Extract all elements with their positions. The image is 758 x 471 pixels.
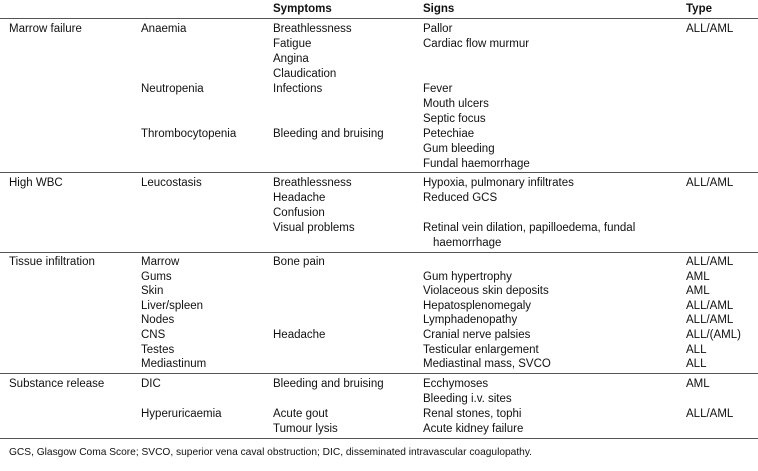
symptom: Infections [273, 83, 323, 95]
section-rule [0, 373, 758, 374]
symptom: Headache [273, 329, 326, 341]
symptom: Fatigue [273, 38, 312, 50]
symptom: Tumour lysis [273, 423, 338, 435]
type-value: ALL/AML [686, 299, 734, 312]
symptom: Headache [273, 192, 326, 204]
group-label: Marrow failure [9, 23, 82, 35]
group-label: Tissue infiltration [9, 256, 95, 268]
symptom: Confusion [273, 207, 325, 219]
table-row [0, 221, 758, 236]
table-row [0, 157, 758, 172]
table-row [0, 392, 758, 407]
table-row [0, 112, 758, 127]
symptom: Acute gout [273, 408, 328, 420]
table-row [0, 357, 758, 372]
condition-label: Liver/spleen [141, 299, 204, 312]
sign: Renal stones, tophi [423, 408, 522, 420]
symptom: Bleeding and bruising [273, 378, 384, 390]
condition-label: CNS [141, 329, 166, 341]
type-value: ALL/AML [686, 314, 734, 327]
table-row [0, 299, 758, 314]
sign-continuation: haemorrhage [433, 237, 502, 249]
header-type: Type [686, 3, 712, 15]
condition-label: DIC [141, 378, 161, 390]
footnote: GCS, Glasgow Coma Score; SVCO, superior vena caval obstruction; DIC, disseminated intravascular coagulopathy. [9, 447, 533, 458]
table-row [0, 328, 758, 343]
table-row [0, 191, 758, 206]
table-row [0, 142, 758, 157]
table-row [0, 422, 758, 437]
table-row [0, 377, 758, 392]
section-rule [0, 172, 758, 173]
sign: Fundal haemorrhage [423, 158, 530, 170]
section-rule [0, 438, 758, 439]
type-value: ALL/AML [686, 23, 734, 35]
sign: Violaceous skin deposits [423, 285, 549, 298]
condition-label: Testes [141, 343, 175, 356]
header-signs: Signs [423, 3, 455, 15]
condition-label: Gums [141, 270, 172, 283]
table-row [0, 313, 758, 328]
sign: Septic focus [423, 113, 486, 125]
sign: Acute kidney failure [423, 423, 524, 435]
table-row [0, 343, 758, 358]
header-rule [0, 18, 758, 19]
type-value: AML [686, 270, 710, 283]
type-value: ALL [686, 343, 707, 356]
sign: Testicular enlargement [423, 343, 539, 356]
group-label: Substance release [9, 378, 105, 390]
type-value: ALL/AML [686, 177, 734, 189]
condition-label: Thrombocytopenia [141, 128, 237, 140]
sign: Ecchymoses [423, 378, 489, 390]
sign: Bleeding i.v. sites [423, 393, 512, 405]
table-row [0, 284, 758, 299]
type-value: ALL/AML [686, 256, 734, 268]
header-symptoms: Symptoms [273, 3, 332, 15]
sign: Cranial nerve palsies [423, 329, 531, 341]
symptom: Visual problems [273, 222, 355, 234]
table-row [0, 127, 758, 142]
symptom: Claudication [273, 68, 337, 80]
sign: Fever [423, 83, 453, 95]
table-row [0, 270, 758, 285]
sign: Retinal vein dilation, papilloedema, fundal [423, 222, 636, 234]
sign: Hepatosplenomegaly [423, 299, 532, 312]
symptom: Breathlessness [273, 177, 352, 189]
sign: Mouth ulcers [423, 98, 489, 110]
table-row [0, 236, 758, 251]
sign: Lymphadenopathy [423, 314, 518, 327]
condition-label: Neutropenia [141, 83, 204, 95]
symptom: Breathlessness [273, 23, 352, 35]
sign: Hypoxia, pulmonary infiltrates [423, 177, 574, 189]
symptom: Angina [273, 53, 309, 65]
type-value: ALL/(AML) [686, 329, 741, 341]
sign: Reduced GCS [423, 192, 498, 204]
table-row [0, 176, 758, 191]
group-label: High WBC [9, 177, 63, 189]
symptom: Bleeding and bruising [273, 128, 384, 140]
type-value: ALL [686, 358, 707, 371]
type-value: AML [686, 378, 710, 390]
sign: Cardiac flow murmur [423, 38, 530, 50]
type-value: ALL/AML [686, 408, 734, 420]
condition-label: Hyperuricaemia [141, 408, 222, 420]
table-row [0, 22, 758, 37]
table-row [0, 97, 758, 112]
type-value: AML [686, 285, 710, 298]
condition-label: Nodes [141, 314, 175, 327]
condition-label: Skin [141, 285, 164, 298]
sign: Mediastinal mass, SVCO [423, 358, 551, 371]
table-row [0, 67, 758, 82]
condition-label: Anaemia [141, 23, 187, 35]
table-header [0, 0, 758, 18]
sign: Petechiae [423, 128, 475, 140]
sign: Gum bleeding [423, 143, 495, 155]
table-row [0, 37, 758, 52]
table-row [0, 206, 758, 221]
condition-label: Marrow [141, 256, 180, 268]
table-row [0, 52, 758, 67]
table-row [0, 82, 758, 97]
symptom: Bone pain [273, 256, 325, 268]
table-row [0, 407, 758, 422]
condition-label: Mediastinum [141, 358, 207, 371]
sign: Pallor [423, 23, 453, 35]
sign: Gum hypertrophy [423, 270, 512, 283]
condition-label: Leucostasis [141, 177, 202, 189]
table-row [0, 255, 758, 270]
section-rule [0, 252, 758, 253]
